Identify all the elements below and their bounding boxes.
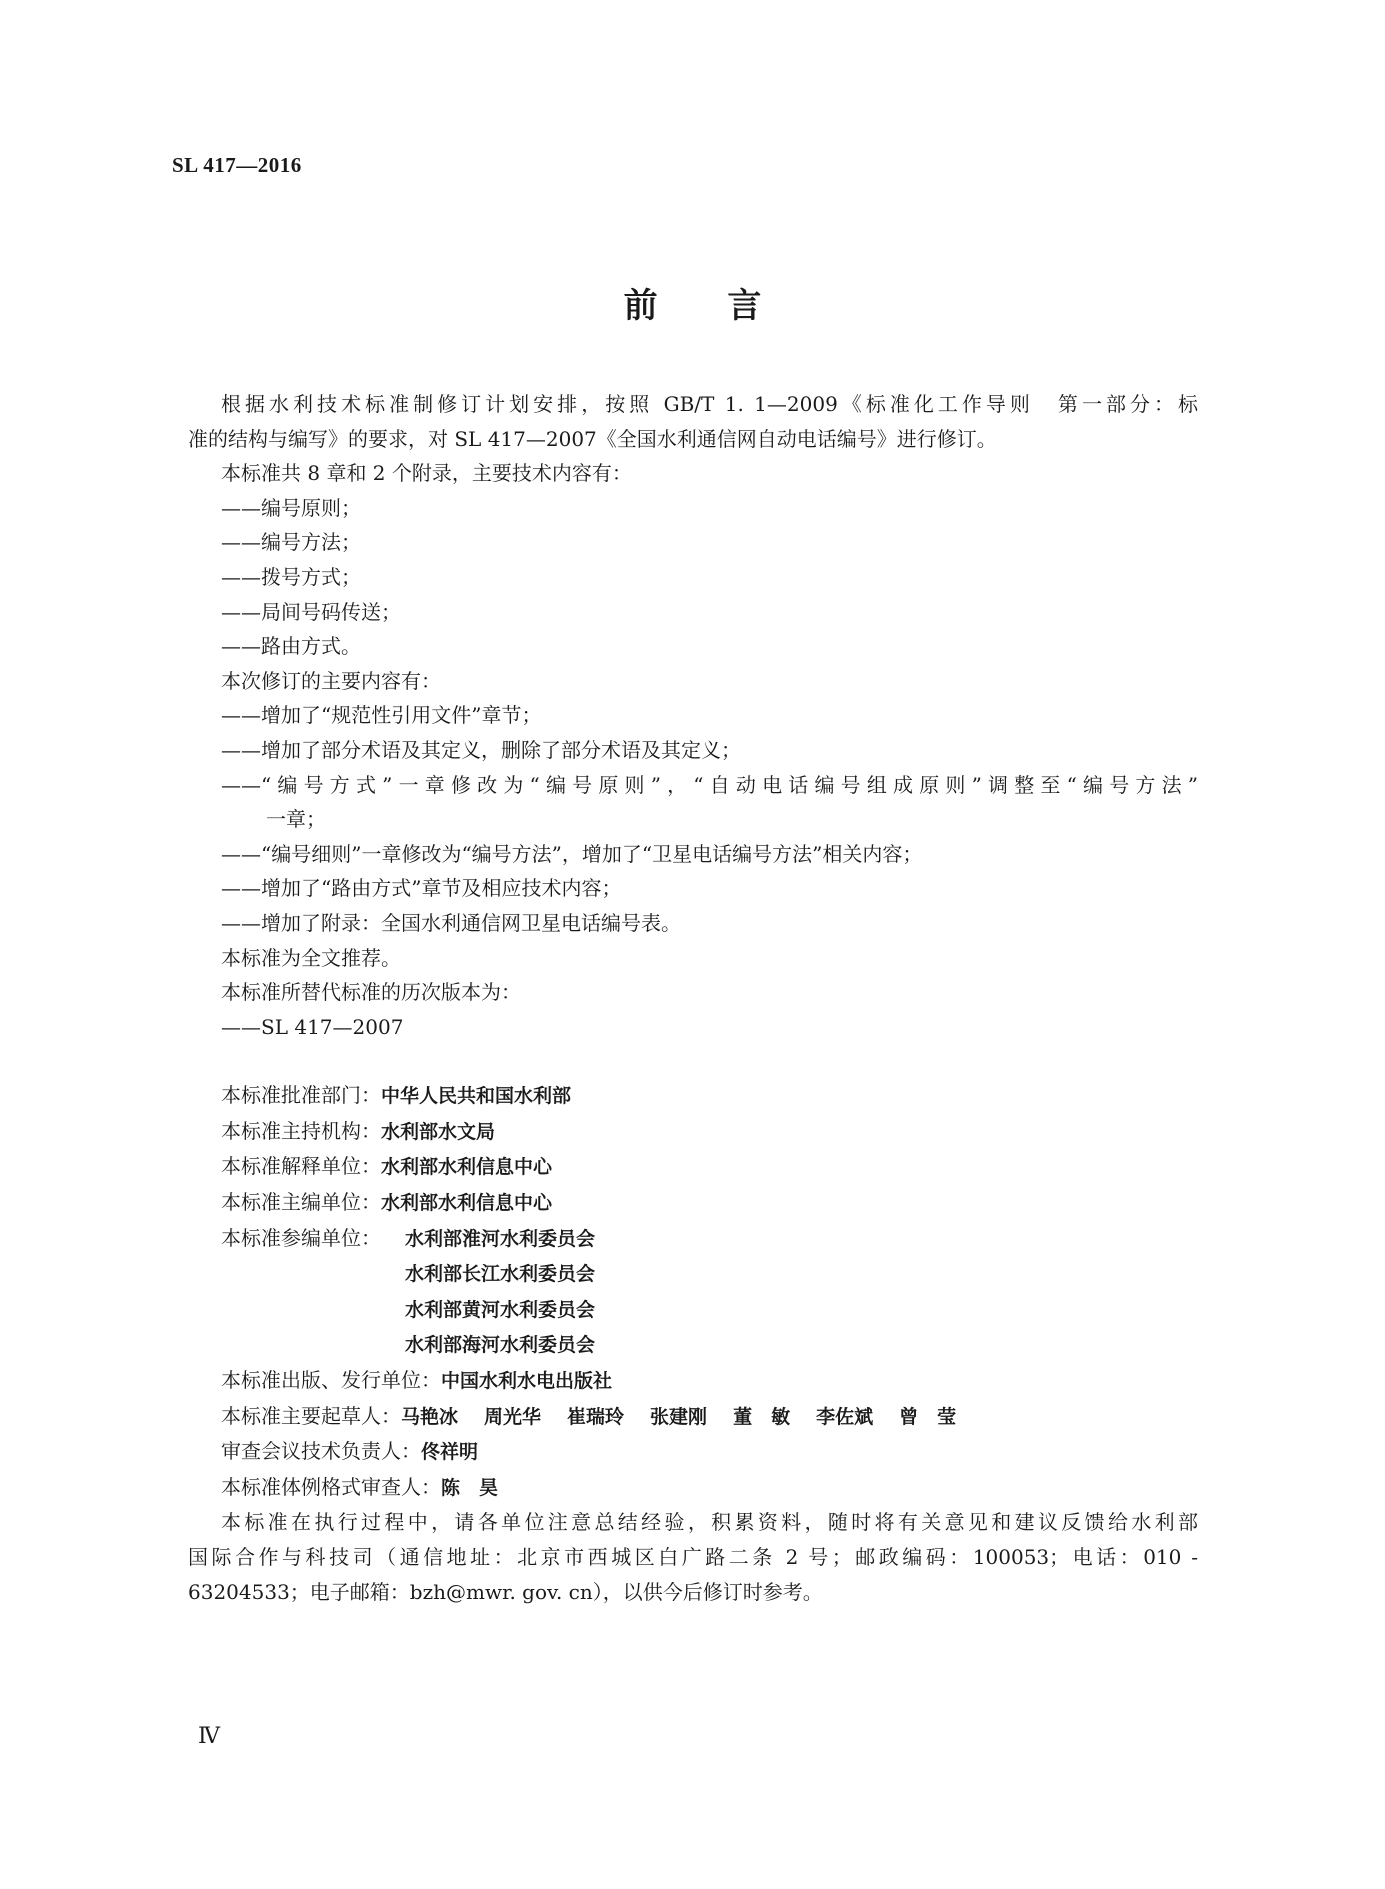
participant-row: [188, 1327, 1198, 1363]
participant-value: 水利部海河水利委员会: [405, 1334, 596, 1357]
list-item: ——拨号方式；: [221, 564, 361, 589]
list-item: ——SL 417—2007: [221, 1014, 404, 1039]
interpret-value: 水利部水利信息中心: [381, 1156, 553, 1179]
list-item: ——增加了“规范性引用文件”章节；: [221, 703, 542, 728]
revision-intro: 本次修订的主要内容有：: [221, 668, 441, 693]
history-intro: 本标准所替代标准的历次版本为：: [221, 980, 521, 1005]
drafter-name: 崔瑞玲: [567, 1405, 625, 1428]
page-number: Ⅳ: [198, 1723, 220, 1748]
list-item: ——“编号细则”一章修改为“编号方法”，增加了“卫星电话编号方法”相关内容；: [221, 841, 923, 866]
page-title: 前 言: [623, 286, 762, 326]
interpret-label: 本标准解释单位：: [221, 1154, 381, 1179]
list-item: ——增加了部分术语及其定义，删除了部分术语及其定义；: [221, 737, 741, 762]
chief-label: 本标准主编单位：: [221, 1190, 381, 1215]
review-row: [188, 1434, 1198, 1470]
list-item: ——路由方式。: [221, 634, 361, 659]
drafter-name: 马艳冰: [401, 1405, 459, 1428]
scope-intro: 本标准共 8 章和 2 个附录，主要技术内容有：: [221, 461, 632, 486]
closing-paragraph-line: 63204533；电子邮箱：bzh@mwr. gov. cn），以供今后修订时参考。: [188, 1579, 823, 1604]
approval-label: 本标准批准部门：: [221, 1083, 381, 1108]
participant-row: [188, 1221, 1198, 1257]
approval-value: 中华人民共和国水利部: [381, 1085, 572, 1108]
drafter-name: 董 敏: [733, 1405, 791, 1428]
drafters-label: 本标准主要起草人：: [221, 1403, 401, 1428]
format-value: 陈 昊: [441, 1476, 499, 1499]
recommendation-text: 本标准为全文推荐。: [221, 945, 401, 970]
publisher-value: 中国水利水电出版社: [441, 1370, 613, 1393]
list-item: ——增加了附录：全国水利通信网卫星电话编号表。: [221, 910, 681, 935]
standard-code: SL 417—2016: [172, 153, 302, 177]
interpret-row: [188, 1149, 1198, 1185]
format-label: 本标准体例格式审查人：: [221, 1474, 441, 1499]
chief-row: [188, 1185, 1198, 1221]
drafters-row: [188, 1399, 1198, 1435]
participant-value: 水利部长江水利委员会: [405, 1263, 596, 1286]
drafter-name: 周光华: [484, 1405, 542, 1428]
closing-paragraph-line: 本标准在执行过程中，请各单位注意总结经验，积累资料，随时将有关意见和建议反馈给水利部: [221, 1510, 1198, 1535]
list-item: ——编号方法；: [221, 530, 361, 555]
participant-label: 本标准参编单位：: [221, 1225, 381, 1250]
list-item: ——增加了“路由方式”章节及相应技术内容；: [221, 876, 622, 901]
format-row: [188, 1470, 1198, 1506]
closing-paragraph-line: 国际合作与科技司（通信地址：北京市西城区白广路二条 2 号；邮政编码：100053；电话：010 -: [188, 1545, 1198, 1569]
intro-paragraph-line: 准的结构与编写》的要求，对 SL 417—2007《全国水利通信网自动电话编号》进行修订。: [188, 426, 997, 451]
participant-value: 水利部黄河水利委员会: [405, 1298, 596, 1321]
publisher-label: 本标准出版、发行单位：: [221, 1368, 441, 1393]
document-body: [188, 387, 1198, 1609]
list-item-continuation: 一章；: [266, 807, 326, 832]
participant-row: [188, 1292, 1198, 1328]
chief-value: 水利部水利信息中心: [381, 1192, 553, 1215]
publisher-row: [188, 1363, 1198, 1399]
list-item: ——“编号方式”一章修改为“编号原则”，“自动电话编号组成原则”调整至“编号方法”: [221, 772, 1198, 797]
list-item: ——局间号码传送；: [221, 599, 401, 624]
host-row: [188, 1114, 1198, 1150]
drafter-name: 李佐斌: [816, 1405, 874, 1428]
review-label: 审查会议技术负责人：: [221, 1439, 421, 1464]
intro-paragraph-line: 根据水利技术标准制修订计划安排，按照 GB/T 1. 1—2009《标准化工作导则 第一部分：标: [221, 392, 1198, 416]
participant-row: [188, 1256, 1198, 1292]
drafter-name: 曾 莹: [899, 1405, 957, 1428]
participant-value: 水利部淮河水利委员会: [405, 1227, 596, 1250]
list-item: ——编号原则；: [221, 495, 361, 520]
approval-row: [188, 1078, 1198, 1114]
host-value: 水利部水文局: [381, 1120, 496, 1143]
drafter-name: 张建刚: [650, 1405, 708, 1428]
host-label: 本标准主持机构：: [221, 1118, 381, 1143]
review-value: 佟祥明: [421, 1441, 479, 1464]
